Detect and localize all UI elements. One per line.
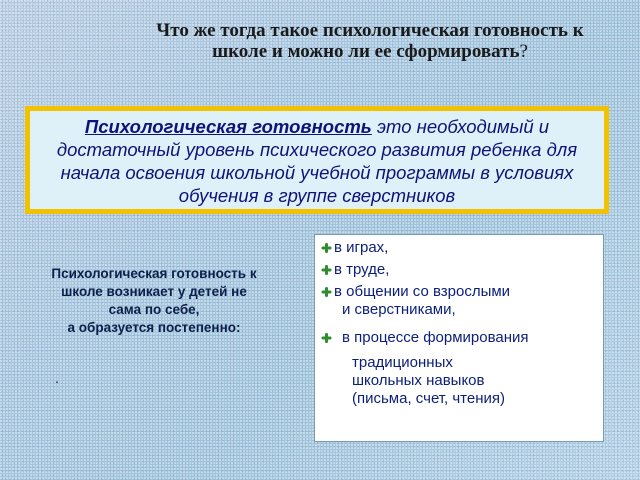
list-item: [321, 329, 597, 408]
list-item-text: в труде,: [334, 261, 390, 278]
list-item: [321, 283, 597, 319]
slide-title-question-mark: ?: [519, 41, 528, 62]
formation-note-line: школе возникает у детей не: [61, 284, 247, 299]
bullet-icon: [321, 287, 331, 297]
list-item-text: (письма, счет, чтения): [352, 390, 505, 407]
formation-note: [20, 265, 288, 337]
formation-list: [314, 234, 604, 442]
formation-note-dot: .: [55, 370, 59, 386]
bullet-icon: [321, 333, 331, 343]
formation-note-line: Психологическая готовность к: [51, 266, 257, 281]
list-item: [321, 261, 597, 279]
slide-title-text: Что же тогда такое психологическая готовность к школе и можно ли ее сформировать: [156, 20, 584, 62]
list-item-text: в играх,: [334, 239, 389, 256]
definition-box: [25, 106, 609, 214]
list-item-text: традиционных: [352, 354, 453, 371]
list-item-text: в общении со взрослыми: [334, 283, 511, 300]
definition-text: это необходимый и достаточный уровень психического развития ребенка для начала освоения школьной учебной программы в условиях обучения в группе сверстников: [56, 116, 578, 206]
bullet-icon: [321, 243, 331, 253]
slide-title: [150, 20, 590, 62]
formation-note-line: сама по себе,: [108, 302, 200, 317]
definition-term: Психологическая готовность: [84, 116, 372, 137]
list-item-text: и сверстниками,: [342, 301, 456, 318]
formation-note-line: а образуется постепенно:: [67, 320, 241, 335]
list-item-text: в процессе формирования: [342, 329, 529, 346]
bullet-icon: [321, 265, 331, 275]
list-item-text: школьных навыков: [352, 372, 485, 389]
list-item: [321, 239, 597, 257]
